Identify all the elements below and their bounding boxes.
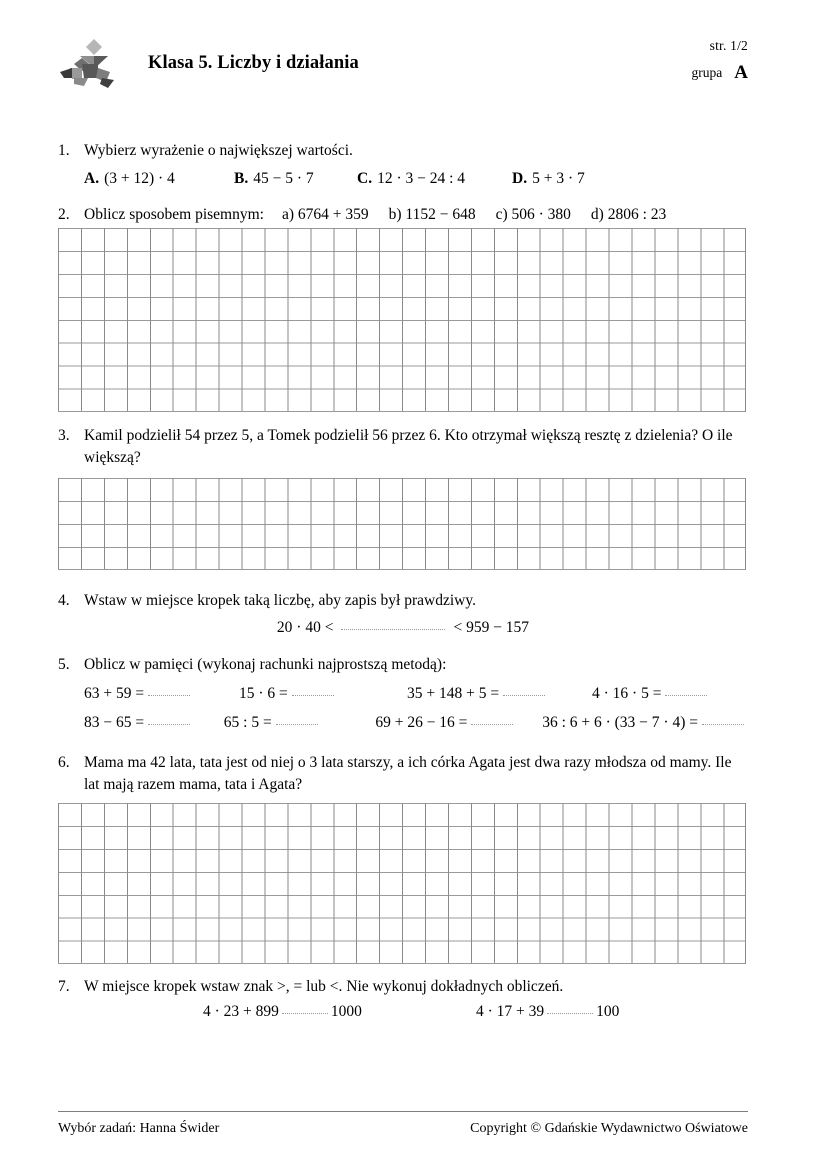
exercise-2-number: 2. <box>58 206 70 223</box>
exercise-1-number: 1. <box>58 142 70 159</box>
exercise-5-item-8 <box>542 714 748 732</box>
group-label: grupa <box>691 65 723 80</box>
exercise-2-item-d: d) 2806 : 23 <box>590 206 667 223</box>
exercise-5-item-2 <box>239 685 407 703</box>
option-c-text: 12 · 3 − 24 : 4 <box>377 170 466 187</box>
exercise-5-blank-2[interactable] <box>292 695 334 696</box>
option-d[interactable] <box>512 170 585 188</box>
exercise-5-blank-4[interactable] <box>665 695 707 696</box>
option-a[interactable] <box>84 170 234 188</box>
exercise-3-prompt: Kamil podzielił 54 przez 5, a Tomek podzielił 56 przez 6. Kto otrzymał większą resztę z dzielenia? O ile większą? <box>84 427 733 466</box>
exercise-4-equation-right: < 959 − 157 <box>453 619 530 636</box>
option-b[interactable] <box>234 170 357 188</box>
exercise-4-blank[interactable] <box>341 629 445 630</box>
footer-divider <box>58 1111 748 1112</box>
answer-grid-exercise-3[interactable] <box>58 478 746 570</box>
exercise-1 <box>58 140 748 188</box>
exercise-7 <box>58 976 748 998</box>
exercise-7-comparisons <box>58 1001 748 1025</box>
running-figure-logo <box>58 38 120 90</box>
option-d-label: D. <box>512 170 528 187</box>
exercise-1-prompt: Wybierz wyrażenie o największej wartości. <box>84 142 353 159</box>
exercise-7-blank-a[interactable] <box>282 1013 328 1014</box>
footer-author: Wybór zadań: Hanna Świder <box>58 1121 220 1136</box>
exercise-6-number: 6. <box>58 754 70 771</box>
option-c-label: C. <box>357 170 373 187</box>
exercise-1-options <box>84 170 748 188</box>
exercise-2-item-b: b) 1152 − 648 <box>388 206 476 223</box>
exercise-5-item-5-text: 83 − 65 = <box>84 714 145 731</box>
exercise-5-blank-6[interactable] <box>276 724 318 725</box>
exercise-7-comparison-a-right: 1000 <box>330 1003 362 1020</box>
option-a-text: (3 + 12) · 4 <box>104 170 175 187</box>
exercise-7-blank-b[interactable] <box>547 1013 593 1014</box>
exercise-4 <box>58 590 748 612</box>
exercise-5-item-6 <box>224 714 376 732</box>
exercise-5-prompt: Oblicz w pamięci (wykonaj rachunki najprostszą metodą): <box>84 656 447 673</box>
group-row <box>528 63 748 83</box>
answer-grid-exercise-6[interactable] <box>58 803 746 964</box>
exercise-5-blank-8[interactable] <box>702 724 744 725</box>
exercise-3-number: 3. <box>58 427 70 444</box>
exercise-5-item-3 <box>407 685 592 703</box>
page-number-label: str. 1/2 <box>709 38 748 53</box>
exercise-6-prompt: Mama ma 42 lata, tata jest od niej o 3 lata starszy, a ich córka Agata jest dwa razy młodsza od mamy. Ile lat mają razem mama, tata i Agata? <box>84 754 732 793</box>
exercise-5-blank-5[interactable] <box>148 724 190 725</box>
exercise-5-item-2-text: 15 · 6 = <box>239 685 288 702</box>
exercise-5-item-4-text: 4 · 16 · 5 = <box>592 685 662 702</box>
exercise-7-comparison-b-right: 100 <box>596 1003 620 1020</box>
exercise-5-row-1 <box>84 685 748 714</box>
option-d-text: 5 + 3 · 7 <box>532 170 585 187</box>
exercise-5-row-2 <box>84 714 748 743</box>
exercise-2 <box>58 204 748 226</box>
exercise-7-comparison-a-left: 4 · 23 + 899 <box>203 1003 279 1020</box>
exercise-4-number: 4. <box>58 592 70 609</box>
option-b-text: 45 − 5 · 7 <box>253 170 314 187</box>
exercise-5-item-1 <box>84 685 239 703</box>
exercise-2-body <box>84 204 748 226</box>
exercise-3 <box>58 425 748 468</box>
exercise-5-item-7 <box>375 714 542 732</box>
page-header <box>58 36 748 98</box>
exercise-5-item-5 <box>84 714 224 732</box>
exercise-7-comparison-a <box>203 1001 362 1023</box>
exercise-2-item-a: a) 6764 + 359 <box>281 206 369 223</box>
exercise-5-item-8-text: 36 : 6 + 6 · (33 − 7 · 4) = <box>542 714 698 731</box>
exercise-5-blank-1[interactable] <box>148 695 190 696</box>
page-title: Klasa 5. Liczby i działania <box>148 53 359 73</box>
exercise-4-equation <box>58 617 748 639</box>
exercise-5-grid <box>84 685 748 743</box>
exercise-5-blank-3[interactable] <box>503 695 545 696</box>
option-c[interactable] <box>357 170 512 188</box>
option-b-label: B. <box>234 170 249 187</box>
exercise-2-item-c: c) 506 · 380 <box>495 206 571 223</box>
exercise-4-prompt: Wstaw w miejsce kropek taką liczbę, aby zapis był prawdziwy. <box>84 592 476 609</box>
exercise-5-item-6-text: 65 : 5 = <box>223 714 272 731</box>
header-right-block <box>528 36 748 83</box>
exercise-7-comparison-b-left: 4 · 17 + 39 <box>476 1003 545 1020</box>
exercise-7-prompt: W miejsce kropek wstaw znak >, = lub <. Nie wykonuj dokładnych obliczeń. <box>84 978 564 995</box>
exercise-2-prompt: Oblicz sposobem pisemnym: <box>84 206 264 223</box>
exercise-5-number: 5. <box>58 656 70 673</box>
option-a-label: A. <box>84 170 100 187</box>
exercise-5-item-7-text: 69 + 26 − 16 = <box>375 714 468 731</box>
exercise-5 <box>58 654 748 743</box>
exercise-6 <box>58 752 748 795</box>
footer-copyright: Copyright © Gdańskie Wydawnictwo Oświatowe <box>470 1121 748 1136</box>
answer-grid-exercise-2[interactable] <box>58 228 746 412</box>
exercise-5-item-4 <box>592 685 711 703</box>
exercise-7-number: 7. <box>58 978 70 995</box>
exercise-7-comparison-b <box>476 1001 619 1023</box>
exercise-5-blank-7[interactable] <box>471 724 513 725</box>
group-value: A <box>734 62 748 83</box>
exercise-4-equation-left: 20 · 40 < <box>276 619 334 636</box>
exercise-5-item-1-text: 63 + 59 = <box>84 685 145 702</box>
exercise-5-item-3-text: 35 + 148 + 5 = <box>407 685 500 702</box>
